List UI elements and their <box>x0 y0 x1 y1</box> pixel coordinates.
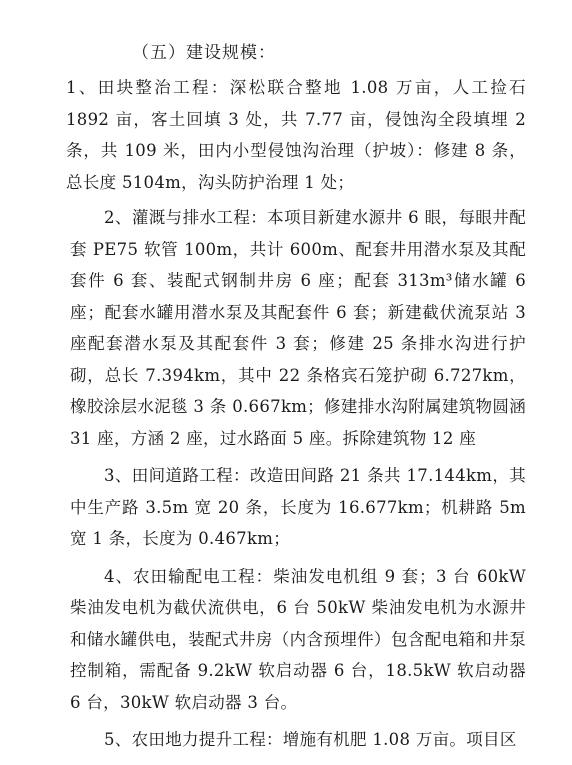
paragraph-field-consolidation: 1、田块整治工程：深松联合整地 1.08 万亩，人工捡石 1892 亩，客土回填 3 处，共 7.77 亩，侵蚀沟全段填埋 2 条，共 109 米，田内小型侵蚀沟治理（护坡）：修建 8 条，总长度 5104m，沟头防护治理 1 处； <box>66 78 526 192</box>
paragraph-soil-improvement: 5、农田地力提升工程：增施有机肥 1.08 万亩。项目区 <box>104 730 517 749</box>
paragraph-power-distribution: 4、农田输配电工程：柴油发电机组 9 套；3 台 60kW 柴油发电机为截伏流供电，6 台 50kW 柴油发电机为水源井和储水罐供电，装配式井房（内含预埋件）包含配电箱和井泵控制箱，需配备 9.2kW 软启动器 6 台，18.5kW 软启动器 6 台，30kW 软启动器 3 台。 <box>70 566 526 712</box>
section-heading: （五）建设规模： <box>132 43 276 63</box>
paragraph-field-roads: 3、田间道路工程：改造田间路 21 条共 17.144km，其中生产路 3.5m 宽 20 条，长度为 16.677km；机耕路 5m 宽 1 条，长度为 0.467km； <box>70 466 526 548</box>
paragraph-irrigation-drainage: 2、灌溉与排水工程：本项目新建水源井 6 眼，每眼井配套 PE75 软管 100m，共计 600m、配套井用潜水泵及其配套件 6 套、装配式钢制井房 6 座；配套 313m³储水罐 6 座；配套水罐用潜水泵及其配套件 6 套；新建截伏流泵站 3 座配套潜水泵及其配套件 3 套；修建 25 条排水沟进行护砌，总长 7.394km，其中 22 条格宾石笼护砌 6.727km，橡胶涂层水泥毯 3 条 0.667km；修建排水沟附属建筑物圆涵 31 座，方涵 2 座，过水路面 5 座。拆除建筑物 12 座 <box>70 208 526 448</box>
